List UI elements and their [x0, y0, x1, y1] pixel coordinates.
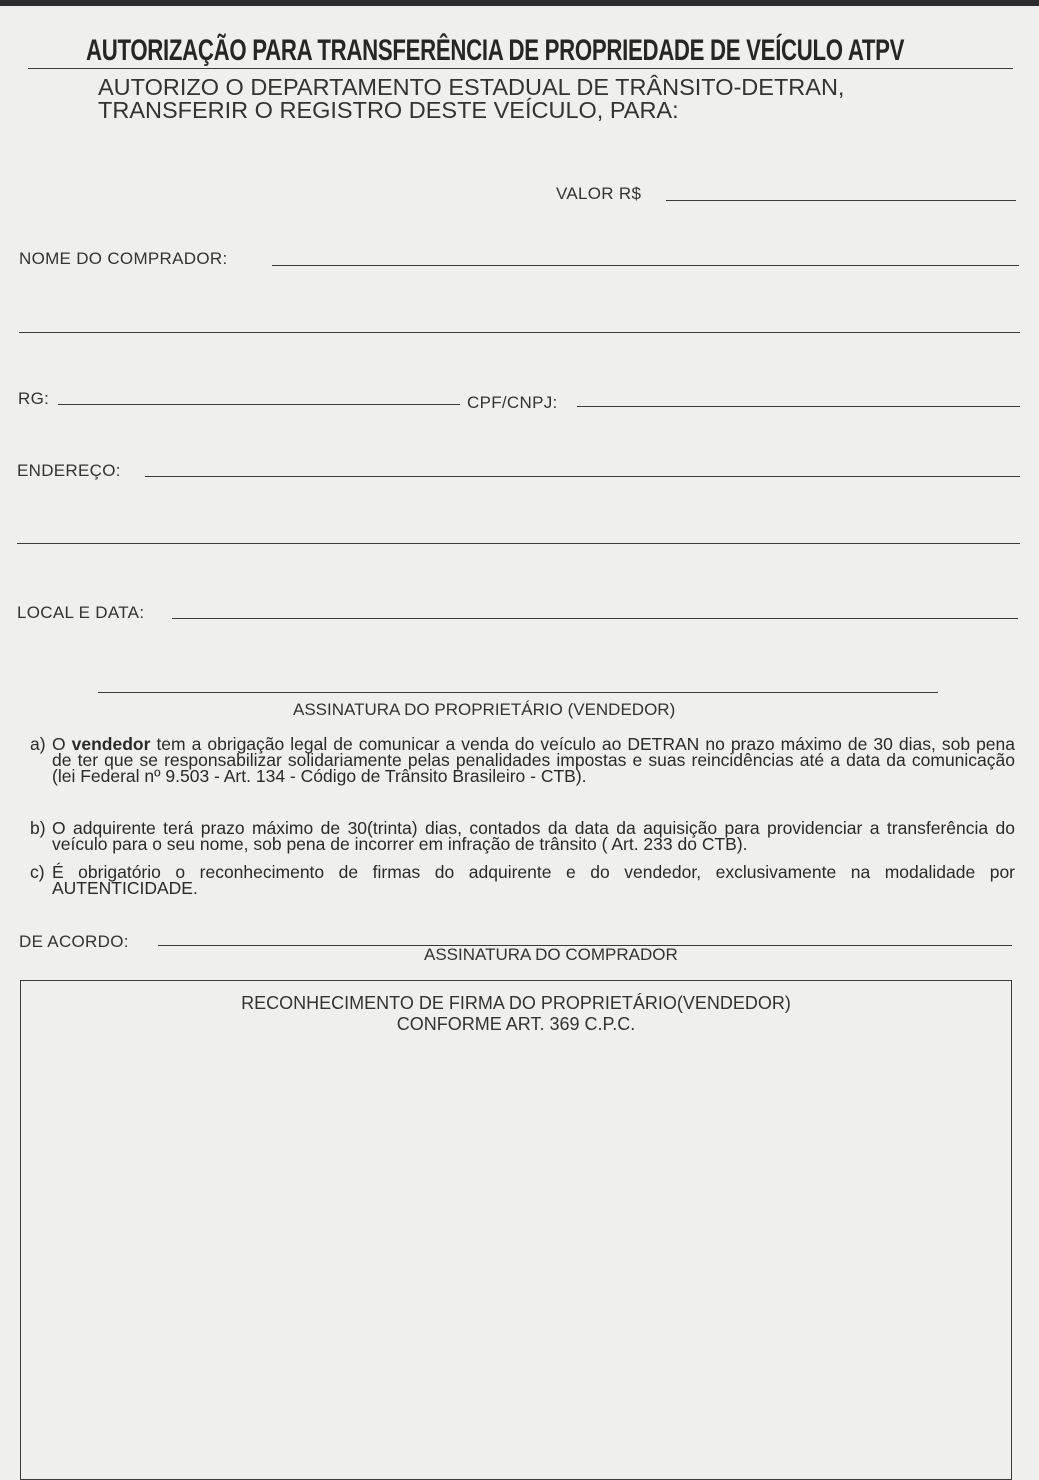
- cpf-cnpj-field[interactable]: [577, 406, 1020, 407]
- valor-field[interactable]: [666, 200, 1016, 201]
- note-a-bold: vendedor: [71, 734, 151, 754]
- address-field-line-2[interactable]: [17, 543, 1020, 544]
- note-c-mark: c): [30, 862, 45, 882]
- subtitle-line-2: TRANSFERIR O REGISTRO DESTE VEÍCULO, PARA:: [98, 97, 679, 123]
- address-field[interactable]: [145, 476, 1020, 477]
- buyer-name-label: NOME DO COMPRADOR:: [19, 249, 228, 268]
- document-title: AUTORIZAÇÃO PARA TRANSFERÊNCIA DE PROPRIEDADE DE VEÍCULO ATPV: [86, 34, 905, 67]
- rg-label: RG:: [18, 389, 50, 408]
- valor-label: VALOR R$: [556, 184, 642, 203]
- seller-signature-line[interactable]: [98, 692, 938, 693]
- rg-field[interactable]: [58, 404, 460, 405]
- address-label: ENDEREÇO:: [17, 461, 121, 480]
- place-date-field[interactable]: [172, 618, 1018, 619]
- subtitle-line-1: AUTORIZO O DEPARTAMENTO ESTADUAL DE TRÂNSITO-DETRAN,: [98, 74, 845, 100]
- note-c-text: É obrigatório o reconhecimento de firmas do adquirente e do vendedor, exclusivamente na modalidade por AUTENTICIDADE.: [52, 862, 1015, 898]
- note-a: [30, 736, 1015, 784]
- note-b: [30, 820, 1015, 852]
- note-c: [30, 864, 1015, 896]
- note-a-text: tem a obrigação legal de comunicar a venda do veículo ao DETRAN no prazo máximo de 30 dias, sob pena de ter que se responsabilizar solidariamente pelas penalidades impostas e suas reincidências até a data da comunicação (lei Federal nº 9.503 - Art. 134 - Código de Trânsito Brasileiro - CTB).: [52, 734, 1015, 786]
- note-b-mark: b): [30, 818, 46, 838]
- buyer-name-field-line-2[interactable]: [19, 332, 1020, 333]
- note-a-mark: a): [30, 734, 46, 754]
- photo-top-edge: [0, 0, 1039, 6]
- title-underline: [28, 68, 1013, 69]
- place-date-label: LOCAL E DATA:: [17, 603, 145, 622]
- seller-signature-caption: ASSINATURA DO PROPRIETÁRIO (VENDEDOR): [293, 700, 676, 719]
- note-b-text: O adquirente terá prazo máximo de 30(trinta) dias, contados da data da aquisição para providenciar a transferência do veículo para o seu nome, sob pena de incorrer em infração de trânsito ( Art. 233 do CTB).: [52, 818, 1015, 854]
- signature-recognition-box: [20, 980, 1012, 1480]
- note-a-pre: O: [52, 734, 72, 754]
- agreement-label: DE ACORDO:: [19, 932, 129, 951]
- cpf-cnpj-label: CPF/CNPJ:: [467, 393, 558, 412]
- recognition-title: RECONHECIMENTO DE FIRMA DO PROPRIETÁRIO(VENDEDOR): [241, 993, 791, 1013]
- buyer-name-field[interactable]: [272, 265, 1019, 266]
- buyer-signature-caption: ASSINATURA DO COMPRADOR: [424, 945, 678, 964]
- recognition-article: CONFORME ART. 369 C.P.C.: [396, 1014, 636, 1034]
